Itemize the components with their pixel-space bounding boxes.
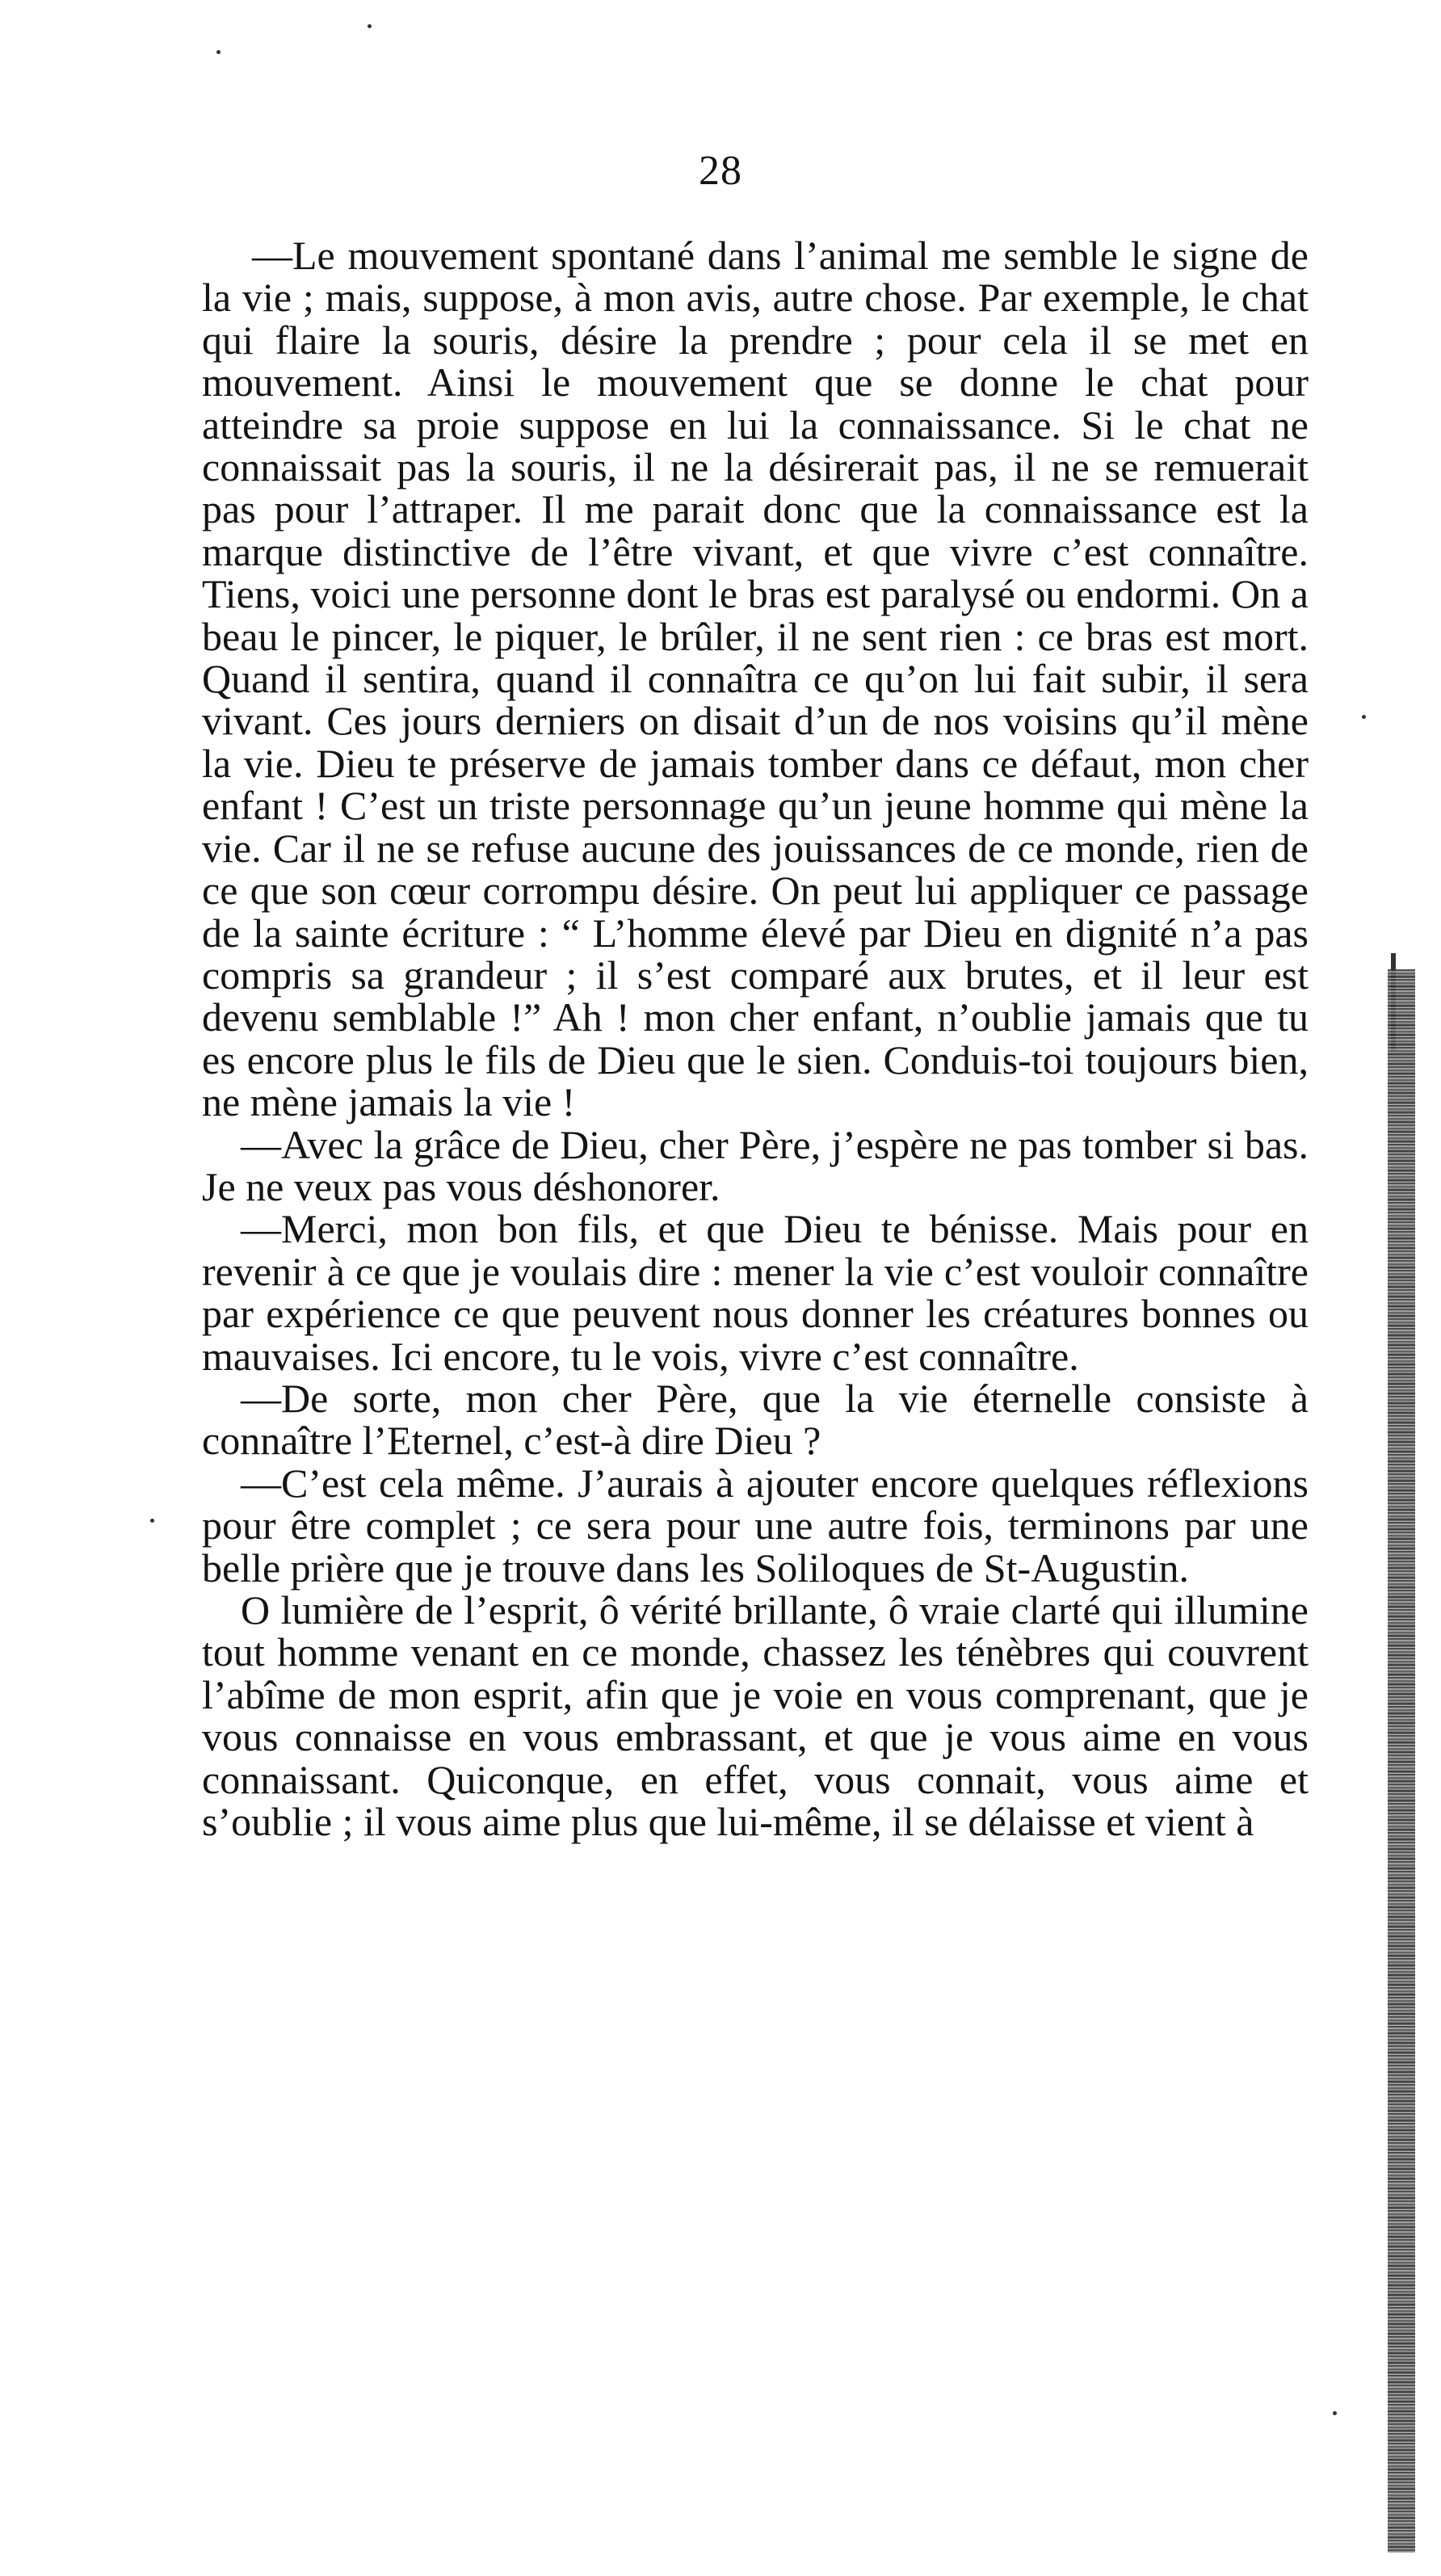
scan-speck: [216, 50, 221, 54]
paragraph: —C’est cela même. J’aurais à ajouter encore quelques réflexions pour être complet ; ce sera pour une autre fois, terminons par une belle prière que je trouve dans les Soliloques de St-Augustin.: [202, 1460, 1309, 1591]
paragraph: —De sorte, mon cher Père, que la vie éternelle consiste à connaître l’Eternel, c’est-à dire Dieu ?: [202, 1375, 1309, 1464]
paragraph: —Merci, mon bon fils, et que Dieu te bénisse. Mais pour en revenir à ce que je voulais dire : mener la vie c’est vouloir connaître par expérience ce que peuvent nous donner les créatures bonnes ou mauvaises. Ici encore, tu le vois, vivre c’est connaître.: [202, 1206, 1309, 1379]
body-text: [202, 234, 1309, 1843]
page-edge-scan-artifact: [1388, 969, 1415, 2553]
scan-speck: [368, 24, 372, 28]
scan-speck: [150, 1519, 154, 1523]
paragraph: —Avec la grâce de Dieu, cher Père, j’espère ne pas tomber si bas. Je ne veux pas vous déshonorer.: [202, 1121, 1309, 1209]
page-number: 28: [699, 148, 742, 194]
paragraph: —Le mouvement spontané dans l’animal me semble le signe de la vie ; mais, suppose, à mon avis, autre chose. Par exemple, le chat qui flaire la souris, désire la prendre ; pour cela il se met en mouvement. Ainsi le mouvement que se donne le chat pour atteindre sa proie suppose en lui la connaissance. Si le chat ne connaissait pas la souris, il ne la désirerait pas, il ne se remuerait pas pour l’attraper. Il me parait donc que la connaissance est la marque distinctive de l’être vivant, et que vivre c’est connaître. Tiens, voici une personne dont le bras est paralysé ou endormi. On a beau le pincer, le piquer, le brûler, il ne sent rien : ce bras est mort. Quand il sentira, quand il connaîtra ce qu’on lui fait subir, il sera vivant. Ces jours derniers on disait d’un de nos voisins qu’il mène la vie. Dieu te préserve de jamais tomber dans ce défaut, mon cher enfant ! C’est un triste personnage qu’un jeune homme qui mène la vie. Car il ne se refuse aucune des jouissances de ce monde, rien de ce que son cœur corrompu désire. On peut lui appliquer ce passage de la sainte écriture : “ L’homme élevé par Dieu en dignité n’a pas compris sa grandeur ; il s’est comparé aux brutes, et il leur est devenu semblable !” Ah ! mon cher enfant, n’oublie jamais que tu es encore plus le fils de Dieu que le sien. Conduis-toi toujours bien, ne mène jamais la vie !: [202, 233, 1309, 1125]
scan-speck: [1333, 2411, 1337, 2415]
paragraph: O lumière de l’esprit, ô vérité brillante, ô vraie clarté qui illumine tout homme venant en ce monde, chassez les ténèbres qui couvrent l’abîme de mon esprit, afin que je voie en vous comprenant, que je vous connaisse en vous embrassant, et que je vous aime en vous connaissant. Quiconque, en effet, vous connait, vous aime et s’oublie ; il vous aime plus que lui-même, il se délaisse et vient à: [202, 1587, 1309, 1845]
scan-speck: [1362, 715, 1366, 719]
